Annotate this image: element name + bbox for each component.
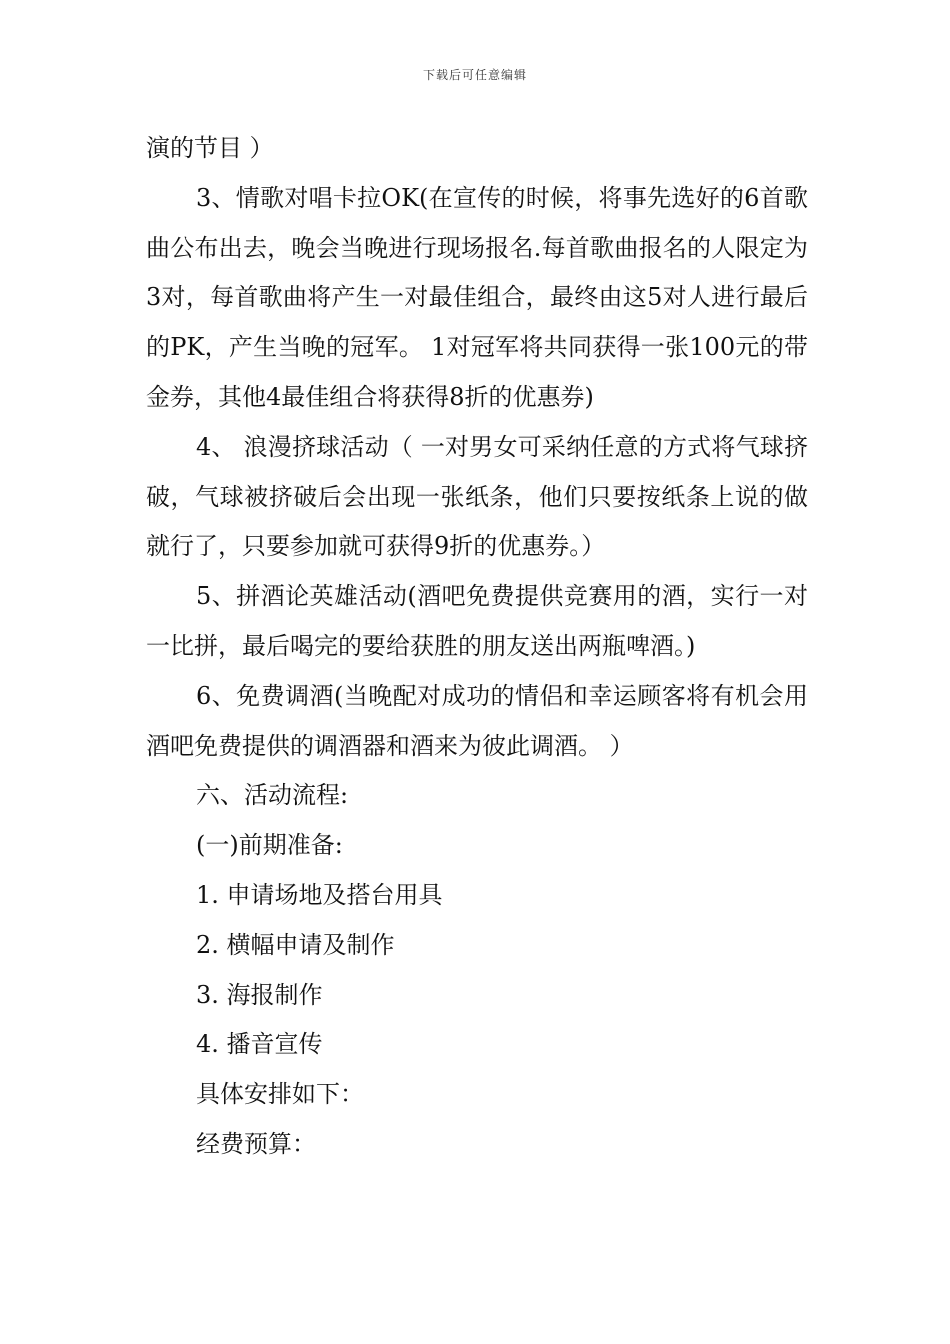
list-item: 3. 海报制作 [196,980,323,1009]
document-body [146,124,808,1170]
paragraph-balloon-game: 4、 浪漫挤球活动（ 一对男女可采纳任意的方式将气球挤破，气球被挤破后会出现一张纸条，他们只要按纸条上说的做就行了，只要参加就可获得9折的优惠券。） [146,432,808,561]
section-heading: 六、活动流程: [196,781,349,810]
budget-label: 经费预算： [196,1129,316,1158]
paragraph-free-cocktail: 6、免费调酒(当晚配对成功的情侣和幸运顾客将有机会用酒吧免费提供的调酒器和酒来为彼此调酒。 ） [146,681,808,760]
paragraph-drinking-contest: 5、拼酒论英雄活动(酒吧免费提供竞赛用的酒，实行一对一比拼，最后喝完的要给获胜的朋友送出两瓶啤酒。) [146,582,808,660]
page-header-note: 下载后可任意编辑 [422,68,527,82]
list-item: 4. 播音宣传 [196,1030,323,1059]
list-item: 1. 申请场地及搭台用具 [196,880,443,909]
section-subheading: (一)前期准备: [196,831,343,860]
arrangement-label: 具体安排如下： [196,1080,364,1109]
paragraph-continuation: 演的节目 ） [146,134,274,162]
list-item: 2. 横幅申请及制作 [196,930,395,959]
paragraph-duet-karaoke: 3、情歌对唱卡拉OK(在宣传的时候，将事先选好的6首歌曲公布出去，晚会当晚进行现场报名.每首歌曲报名的人限定为3对，每首歌曲将产生一对最佳组合，最终由这5对人进行最后的PK，产生当晚的冠军。 1对冠军将共同获得一张100元的带金券，其他4最佳组合将获得8折的优惠券) [146,183,808,411]
